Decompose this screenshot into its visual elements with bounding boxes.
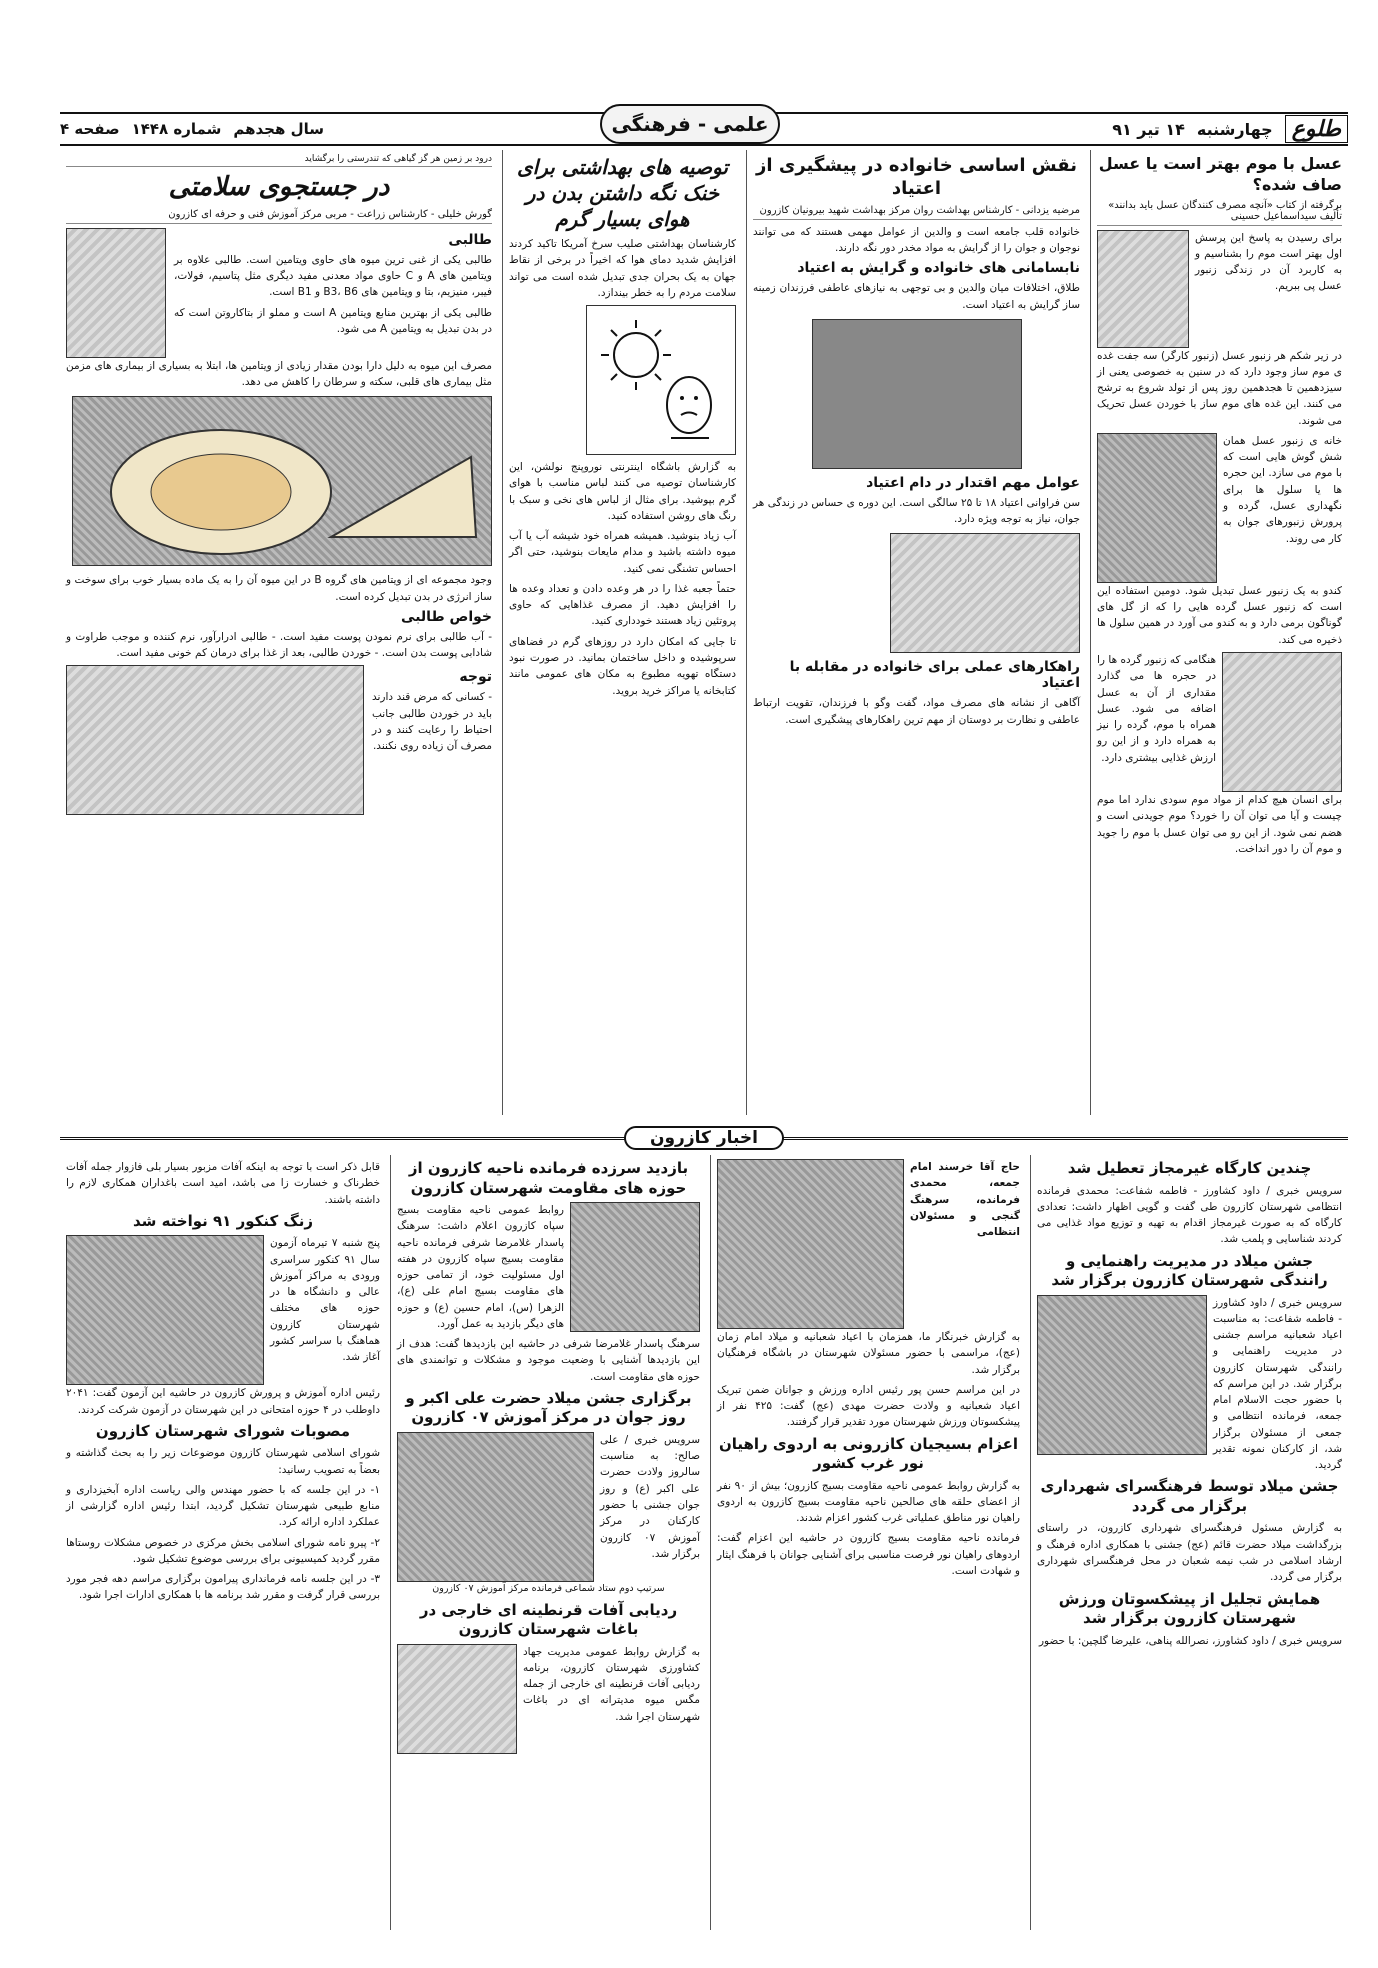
newspaper-page (60, 100, 1348, 1930)
article-title: در جستجوی سلامتی (168, 172, 390, 202)
news-paragraph: سرویس خبری / علی صالح: به مناسبت سالروز ولادت حضرت علی اکبر (ع) و روز جوان جشنی با حضور کارکنان در مرکز آموزش ۰۷ کازرون برگزار شد. (600, 1433, 700, 1560)
news-paragraph: پنج شنبه ۷ تیرماه آزمون سال ۹۱ کنکور سراسری ورودی به مراکز آموزش عالی و دانشگاه ها در حوزه های مختلف شهرستان کازرون هماهنگ با سراسر کشور آغاز شد. (270, 1237, 380, 1364)
article-paragraph: کارشناسان بهداشتی صلیب سرخ آمریکا تاکید کردند افزایش شدید دمای هوا که اخیراً در برخی از نقاط جهان به یک بحران جدی تبدیل شده است می تواند سلامت مردم را به خطر بیندازد. (509, 238, 736, 299)
photo-caption: سرتیپ دوم ستاد شماعی فرمانده مرکز آموزش ۰۷ کازرون (432, 1582, 665, 1594)
melon-slices-photo (66, 665, 364, 815)
issue-day: چهارشنبه (1196, 119, 1273, 139)
article-paragraph: - آب طالبی برای نرم نمودن پوست مفید است. - طالبی ادرارآور، نرم کننده و موجب طراوت و شادابی پوست بدن است. - خوردن طالبی، بعد از غذا برای درمان کم خونی مفید است. (66, 630, 492, 660)
news-band (60, 1125, 1348, 1151)
news-paragraph: به گزارش روابط عمومی مدیریت جهاد کشاورزی شهرستان کازرون، برنامه ردیابی آفات قرنطینه ای خارجی از جمله مگس میوه مدیترانه ای در باغات شهرستان اجرا شد. (523, 1645, 700, 1723)
news-title: همایش تجلیل از پیشکسوتان ورزش شهرستان کازرون برگزار شد (1058, 1589, 1321, 1628)
article-paragraph: وجود مجموعه ای از ویتامین های گروه B در این میوه آن را به یک ماده بسیار خوب برای سوخت و ساز انرژی در بدن تبدیل کرده است. (66, 574, 492, 603)
news-paragraph: فرمانده ناحیه مقاومت بسیج کازرون در حاشیه این اعزام گفت: اردوهای راهیان نور فرصت مناسبی برای آشنایی جوانان با فرهنگ ایثار و شهادت است. (717, 1532, 1020, 1577)
article-subheading: توجه (459, 669, 492, 686)
news-title: مصوبات شورای شهرستان کازرون (95, 1421, 351, 1440)
article-subheading: عوامل مهم اقتدار در دام اعتیاد (866, 474, 1080, 491)
news-paragraph: شورای اسلامی شهرستان کازرون موضوعات زیر را به بحث گذاشته و بعضاً به تصویب رسانید: (66, 1447, 380, 1476)
newspaper-logo: طلوع (1285, 115, 1348, 143)
news-paragraph: سرهنگ پاسدار غلامرضا شرفی در حاشیه این بازدیدها گفت: هدف از این بازدیدها آشنایی با وضعیت موجود و مشکلات و توانمندی های حوزه های مقاومت است. (397, 1338, 700, 1383)
news-title: چندین کارگاه غیرمجاز تعطیل شد (1067, 1159, 1312, 1177)
article-subheading: راهکارهای عملی برای خانواده در مقابله با اعتیاد (789, 659, 1080, 692)
melon-icon (71, 397, 491, 567)
news-title: جشن میلاد توسط فرهنگسرای شهرداری برگزار می گردد (1040, 1477, 1339, 1515)
issue-date: ۱۴ تیر ۹۱ (1112, 119, 1185, 139)
article-paragraph: - کسانی که مرض قند دارند باید در خوردن طالبی جانب احتیاط را رعایت کنند و در مصرف آن زیاده روی نکنند. (372, 691, 492, 753)
news-title: بازدید سرزده فرمانده ناحیه کازرون از حوزه های مقاومت شهرستان کازرون (408, 1159, 689, 1197)
news-paragraph: ۱- در این جلسه که با حضور مهندس والی ریاست اداره آبخیزداری و منابع طبیعی شهرستان تشکیل گردید، ابتدا رئیس اداره گزارشی از عملکرد اداره ارائه کرد. (66, 1483, 380, 1529)
article-honey (1090, 150, 1348, 1115)
masthead-left (60, 120, 324, 138)
article-subheading: طالبی (448, 231, 492, 248)
news-paragraph: به گزارش خبرنگار ما، همزمان با اعیاد شعبانیه و میلاد امام زمان (عج)، مراسمی با حضور مسئولان شهرستان در باشگاه فرهنگیان برگزار شد. (717, 1331, 1020, 1376)
author-photo (1097, 230, 1189, 348)
trap-photo (397, 1644, 517, 1754)
article-family (746, 150, 1086, 1115)
photo-caption: حاج آقا خرسند امام جمعه، محمدی فرمانده، سرهنگ گنجی و مسئولان انتظامی (910, 1161, 1020, 1239)
article-title: نقش اساسی خانواده در پیشگیری از اعتیاد (756, 155, 1077, 200)
news-paragraph: سرویس خبری / داود کشاورز - فاطمه شفاعت: محمدی فرمانده انتظامی شهرستان کازرون طی گفت و گویی اظهار داشت: تعدادی کارگاه که به صورت غیرمجاز اقدام به تهیه و توزیع مواد غذایی می کردند شناسایی و پلمب شد. (1037, 1184, 1342, 1246)
news-paragraph: ۲- پیرو نامه شورای اسلامی بخش مرکزی در خصوص مشکلات روستاها مقرر گردید کمیسیونی برای بررسی موضوع تشکیل شود. (66, 1536, 380, 1565)
news-paragraph: در این مراسم حسن پور رئیس اداره ورزش و جوانان ضمن تبریک اعیاد شعبانیه و ولادت حضرت مهدی (عج) گفت: ۴۲۵ نفر از پیشکسوتان ورزش شهرستان مورد تقدیر قرار گرفتند. (717, 1383, 1020, 1429)
news-column-2 (710, 1155, 1026, 1930)
article-title: عسل با موم بهتر است یا عسل صاف شده؟ (1098, 154, 1342, 194)
ceremony-hall-photo (397, 1432, 594, 1582)
news-paragraph: به گزارش روابط عمومی ناحیه مقاومت بسیج کازرون؛ بیش از ۹۰ نفر از اعضای حلقه های صالحین ناحیه مقاومت بسیج کازرون به اردوی راهیان نور مناطق عملیاتی غرب کشور اعزام شدند. (717, 1479, 1020, 1525)
ceremony-photo (1037, 1295, 1207, 1455)
article-paragraph: در زیر شکم هر زنبور عسل (زنبور کارگر) سه جفت غده ی موم ساز وجود دارد که در سنین به خصوصی یعنی از سیزدهمین تا هجدهمین روز پس از تولد شروع به ترشح می کنند. این غده های موم ساز با خوردن عسل تحریک می شوند. (1097, 349, 1342, 427)
addiction-photo (812, 319, 1022, 469)
article-paragraph: برای انسان هیچ کدام از مواد موم سودی ندارد اما موم چیست و آیا می توان آن را خورد؟ موم جویدنی است و هضم نمی شود. از این رو می توان عسل با موم را جوید و موم آن را دور انداخت. (1097, 793, 1342, 855)
article-paragraph: به گزارش باشگاه اینترنتی نوروپنج نولشن، این کارشناسان توصیه می کنند لباس مناسب با هوای گرم بپوشید. برای مثال از لباس های نخی و سبک با رنگ های روشن استفاده کنید. (509, 461, 736, 522)
news-paragraph: روابط عمومی ناحیه مقاومت بسیج سپاه کازرون اعلام داشت: سرهنگ پاسدار غلامرضا شرفی فرمانده ناحیه مقاومت بسیج سپاه کازرون در هفته اول مسئولیت خود، از تمامی حوزه های مقاومت بسیج امام علی (ع)، الزهرا (س)، امام حسین (ع) و حوزه های دیگر بازدید به عمل آورد. (397, 1204, 564, 1330)
issue-number: شماره ۱۴۴۸ (131, 120, 222, 138)
news-paragraph: سرویس خبری / داود کشاورز، نصرالله پناهی، علیرضا گلچین: با حضور (1038, 1634, 1342, 1647)
news-title: برگزاری جشن میلاد حضرت علی اکبر و روز جوان در مرکز آموزش ۰۷ کازرون (405, 1388, 692, 1427)
news-column-1 (1030, 1155, 1348, 1930)
news-paragraph: ۳- در این جلسه نامه فرمانداری پیرامون برگزاری مراسم دهه فجر مورد بررسی قرار گرفت و مقرر شد برنامه ها با همکاری ادارات اجرا شود. (66, 1573, 380, 1602)
article-byline: گورش خلیلی - کارشناس زراعت - مربی مرکز آموزش فنی و حرفه ای کازرون (66, 209, 492, 224)
article-paragraph: آگاهی از نشانه های مصرف مواد، گفت وگو با فرزندان، تقویت ارتباط عاطفی و نظارت بر دوستان از مهم ترین راهکارهای پیشگیری است. (753, 697, 1080, 726)
article-tagline: درود بر زمین هر گز گیاهی که تندرستی را برگشاید (66, 154, 492, 167)
article-title: توصیه های بهداشتی برای خنک نگه داشتن بدن در هوای بسیار گرم (517, 155, 728, 231)
article-paragraph: مصرف این میوه به دلیل دارا بودن مقدار زیادی از ویتامین ها، ابتلا به بسیاری از بیماری های مزمن مثل بیماری های قلبی، سکته و سرطان را کاهش می دهد. (66, 359, 492, 389)
news-paragraph: قابل ذکر است با توجه به اینکه آفات مزبور بسیار بلی فازوار جمله آفات خطرناک و خسارت زا می باشد، امید است باغداران همکاری لازم را داشته باشند. (66, 1161, 380, 1206)
author-photo (66, 228, 166, 358)
masthead-right (1112, 115, 1348, 143)
exam-hall-photo (66, 1235, 264, 1385)
article-paragraph: طلاق، اختلافات میان والدین و بی توجهی به نیازهای عاطفی فرزندان زمینه ساز گرایش به اعتیاد است. (753, 282, 1080, 311)
news-column-4 (60, 1155, 386, 1930)
article-paragraph: آب زیاد بنوشید. همیشه همراه خود شیشه آب یا آب میوه داشته باشید و مدام مایعات بنوشید، حتی اگر احساس تشنگی نمی کنید. (509, 530, 736, 575)
article-paragraph: کندو به یک زنبور عسل تبدیل شود. دومین استفاده این است که زنبور عسل گرده هایی را که از گل های گوناگون برمی دارد و به کندو می آورد در همین سلول ها ذخیره می کند. (1097, 584, 1342, 646)
news-column-3 (390, 1155, 706, 1930)
article-paragraph: تا جایی که امکان دارد در روزهای گرم در فضاهای سرپوشیده و داخل ساختمان بمانید. در صورت نبود دستگاه تهویه مطبوع به مکان های عمومی مانند کتابخانه یا مراکز خرید بروید. (509, 635, 736, 697)
honeycomb-photo (1097, 433, 1217, 583)
article-paragraph: برای رسیدن به پاسخ این پرسش اول بهتر است موم را بشناسیم و به کاربرد آن در زندگی زنبور عسل پی ببریم. (1195, 231, 1342, 293)
section-label: علمی - فرهنگی (600, 104, 780, 144)
article-health (60, 150, 498, 1115)
commander-photo (570, 1202, 700, 1332)
article-subheading: نابسامانی های خانواده و گرایش به اعتیاد (797, 260, 1080, 277)
article-paragraph: هنگامی که زنبور گرده ها را در حجره ها می گذارد مقداری از آن به عسل اضافه می شود. عسل همراه با موم، گرده را نیز به همراه دارد و از این رو ارزش غذایی بیشتری دارد. (1097, 653, 1216, 764)
article-paragraph: خانواده قلب جامعه است و والدین از عوامل مهمی هستند که می توانند نوجوان و جوان را از گرایش به مواد مخدر دور نگه دارند. (753, 225, 1080, 255)
news-title: جشن میلاد در مدیریت راهنمایی و رانندگی شهرستان کازرون برگزار شد (1051, 1251, 1328, 1290)
news-paragraph: رئیس اداره آموزش و پرورش کازرون در حاشیه این آزمون گفت: ۲۰۴۱ داوطلب در ۴ حوزه امتحانی در این شهرستان در آزمون شرکت کردند. (66, 1387, 380, 1416)
article-paragraph: سن فراوانی اعتیاد ۱۸ تا ۲۵ سالگی است. این دوره ی حساس در زندگی هر جوان، نیاز به توجه ویژه دارد. (753, 496, 1081, 526)
officials-photo (717, 1159, 904, 1329)
news-paragraph: سرویس خبری / داود کشاورز - فاطمه شفاعت: به مناسبت اعیاد شعبانیه مراسم جشنی در مدیریت راهنمایی و رانندگی شهرستان کازرون برگزار شد. در این مراسم که با حضور حجت الاسلام امام جمعه، فرمانده انتظامی و جمعی از مسئولان برگزار شد، از کارکنان نمونه تقدیر گردید. (1213, 1296, 1342, 1472)
sun-icon (591, 310, 731, 450)
article-source: برگرفته از کتاب «آنچه مصرف کنندگان عسل باید بدانند» تألیف سیداسماعیل حسینی (1097, 200, 1342, 226)
article-subheading: خواص طالبی (401, 608, 492, 625)
sun-cartoon (586, 305, 736, 455)
news-band-label: اخبار کازرون (624, 1126, 784, 1150)
volume-year: سال هجدهم (233, 120, 325, 138)
page-number: صفحه ۴ (60, 120, 120, 138)
honey-jar-photo (1222, 652, 1342, 792)
news-title: زنگ کنکور ۹۱ نواخته شد (132, 1211, 314, 1230)
article-paragraph: خانه ی زنبور عسل همان شش گوش هایی است که با موم می سازد. این حجره ها یا سلول ها برای نگهداری عسل، گرده و پرورش زنبورهای جوان به کار می روند. (1223, 434, 1342, 545)
news-title: ردیابی آفات قرنطینه ای خارجی در باغات شهرستان کازرون (419, 1600, 678, 1639)
article-byline: مرضیه یزدانی - کارشناس بهداشت روان مرکز بهداشت شهید بیرونیان کازرون (753, 205, 1080, 220)
article-paragraph: طالبی یکی از غنی ترین میوه های حاوی ویتامین است. طالبی علاوه بر ویتامین های A و C حاوی مواد معدنی مفید دیگری مثل پتاسیم، فولات، فیبر، منیزیم، بتا و ویتامین های B3، B6 و B1 است. (174, 253, 493, 299)
syringe-photo (890, 533, 1080, 653)
melon-photo (72, 396, 492, 566)
article-paragraph: طالبی یکی از بهترین منابع ویتامین A است و مملو از بتاکاروتن است که در بدن تبدیل به ویتامین A می شود. (174, 306, 492, 335)
article-paragraph: حتماً جعبه غذا را در هر وعده دادن و تعداد وعده ها را افزایش دهید. از مصرف غذاهایی که حاوی پروتئین زیاد هستند خودداری کنید. (509, 582, 736, 628)
news-paragraph: به گزارش مسئول فرهنگسرای شهرداری کازرون، در راستای بزرگداشت میلاد حضرت قائم (عج) جشنی با همکاری اداره فرهنگ و ارشاد اسلامی در شب نیمه شعبان در محل فرهنگسرای شهرداری برگزار می گردد. (1037, 1522, 1342, 1584)
article-heat (502, 150, 742, 1115)
news-title: اعزام بسیجیان کازرونی به اردوی راهیان نور غرب کشور (718, 1434, 1019, 1473)
